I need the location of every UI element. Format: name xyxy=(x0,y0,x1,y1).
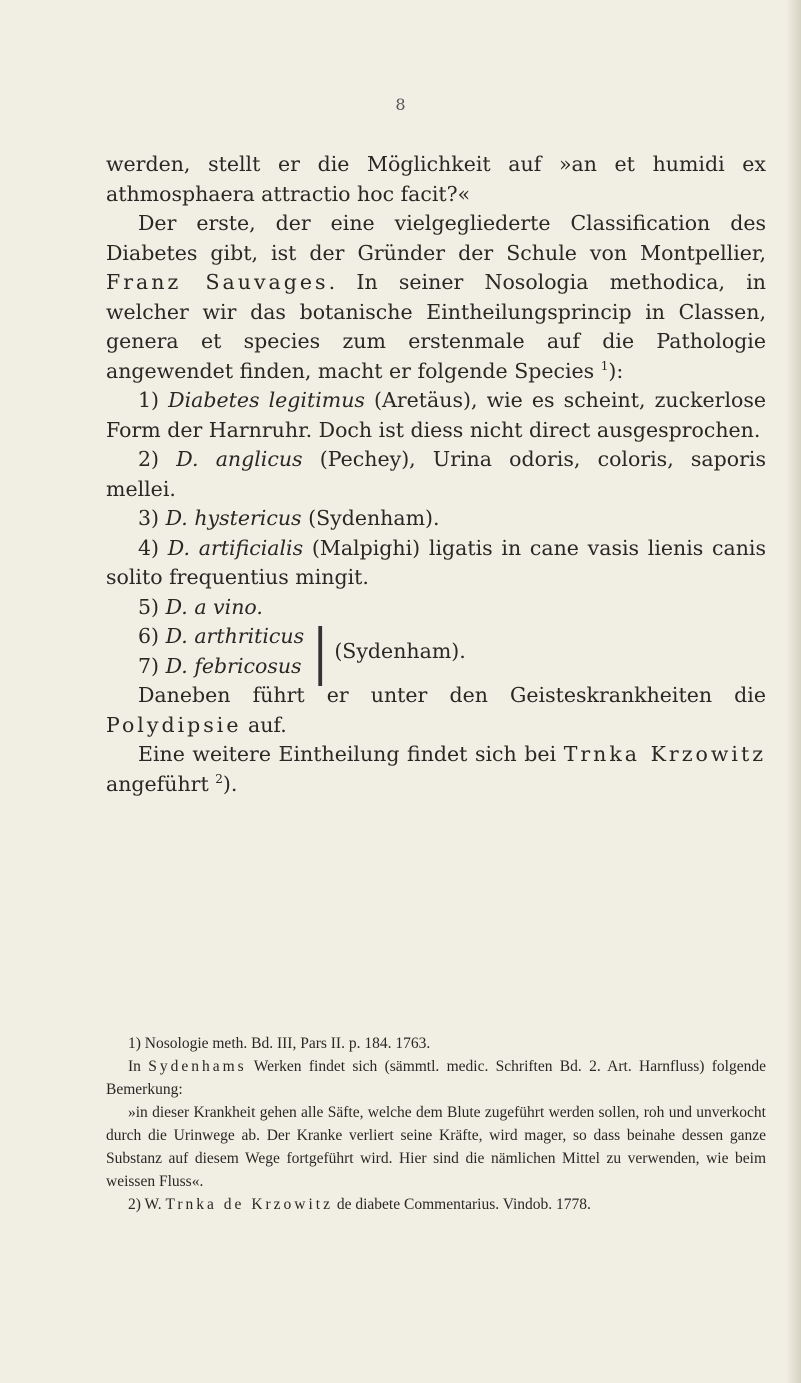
paragraph-1-text: werden, stellt er die Möglichkeit auf »an et humidi ex athmosphaera attractio hoc facit?« xyxy=(106,152,766,206)
footnote-1 xyxy=(106,1032,766,1055)
footnote-2 xyxy=(106,1193,766,1216)
species-3-number: 3) xyxy=(138,506,160,530)
footnotes xyxy=(106,1032,766,1216)
paragraph-2-text-c: ): xyxy=(608,358,624,383)
author-name-trnka-footnote: Trnka de Krzowitz xyxy=(165,1196,333,1213)
author-name-sydenham: Sydenhams xyxy=(148,1058,247,1075)
footnote-1-continued xyxy=(106,1055,766,1101)
species-4 xyxy=(106,534,766,593)
paragraph-3 xyxy=(106,681,766,740)
species-7-name: D. febricosus xyxy=(165,653,302,678)
footnote-1-quote-text: »in dieser Krankheit gehen alle Säfte, welche dem Blute zugeführt werden sollen, roh und unverkocht durch die Urinwege ab. Der Kranke verliert seine Kräfte, wird mager, so dass beinahe dessen ganze Substanz auf diesem Wege fortgeführt wird. Hier sind die nämlichen Mittel zu verwenden, wie beim weissen Fluss«. xyxy=(106,1104,766,1190)
species-1-number: 1) xyxy=(138,388,160,412)
footnote-1b-text-b: Werken findet sich (sämmtl. medic. Schriften Bd. 2. Art. Harnfluss) folgende Bemerkung: xyxy=(106,1058,766,1098)
paragraph-2-text-b: . In seiner Nosologia methodica, in welcher wir das botanische Eintheilungsprincip in Classen, genera et species zum erstenmale auf die Pathologie angewendet finden, macht er folgende Species xyxy=(106,270,766,383)
footnote-1-text: 1) Nosologie meth. Bd. III, Pars II. p. 184. 1763. xyxy=(128,1035,431,1052)
species-1 xyxy=(106,386,766,445)
species-6-number: 6) xyxy=(138,624,160,648)
paragraph-2 xyxy=(106,209,766,386)
paragraph-4-text-a: Eine weitere Eintheilung findet sich bei xyxy=(138,742,564,766)
footnote-ref-1: 1 xyxy=(600,358,609,373)
species-7-number: 7) xyxy=(138,653,160,678)
species-6-7-source: (Sydenham). xyxy=(334,638,466,663)
species-7 xyxy=(138,652,304,682)
species-6-7-list xyxy=(138,622,304,681)
author-name-trnka: Trnka Krzowitz xyxy=(563,742,766,766)
species-3-text: (Sydenham). xyxy=(301,506,440,530)
footnote-ref-2: 2 xyxy=(215,771,223,786)
main-text xyxy=(106,150,766,799)
species-2-number: 2) xyxy=(138,447,160,471)
species-4-name: D. artificialis xyxy=(167,535,304,560)
species-5-number: 5) xyxy=(138,594,160,619)
species-6-7-group xyxy=(106,616,766,687)
footnote-1-quote xyxy=(106,1101,766,1193)
term-polydipsie: Polydipsie xyxy=(106,712,242,737)
species-5-name: D. a vino. xyxy=(165,594,263,619)
species-5 xyxy=(106,593,766,623)
footnote-2-text-a: 2) W. xyxy=(128,1196,166,1213)
paragraph-1 xyxy=(106,150,766,209)
paragraph-4-text-b: angeführt xyxy=(106,771,216,796)
footnote-1b-text-a: In xyxy=(128,1058,149,1075)
species-2-text: (Pechey), Urina odoris, coloris, saporis mellei. xyxy=(106,447,766,501)
paragraph-4 xyxy=(106,740,766,799)
species-3-name: D. hystericus xyxy=(165,506,302,530)
author-name-sauvages: Franz Sauvages xyxy=(106,270,329,294)
species-3 xyxy=(106,504,766,534)
species-4-number: 4) xyxy=(138,535,160,560)
paragraph-3-text-a: Daneben führt er unter den Geisteskrankheiten die xyxy=(138,683,766,707)
paragraph-4-text-c: ). xyxy=(222,771,238,796)
footnote-2-text-b: de diabete Commentarius. Vindob. 1778. xyxy=(332,1196,591,1213)
species-1-name: Diabetes legitimus xyxy=(168,388,365,412)
species-6 xyxy=(138,622,304,652)
page-number: 8 xyxy=(395,95,406,114)
species-2-name: D. anglicus xyxy=(176,447,303,471)
species-1-text: (Aretäus), wie es scheint, zuckerlose Form der Harnruhr. Doch ist diess nicht direct ausgesprochen. xyxy=(106,388,767,442)
paragraph-2-text-a: Der erste, der eine vielgegliederte Classification des Diabetes gibt, ist der Gründer der Schule von Montpellier, xyxy=(106,211,766,265)
species-2 xyxy=(106,445,766,504)
paragraph-3-text-b: auf. xyxy=(241,712,287,737)
species-6-name: D. arthriticus xyxy=(165,624,305,648)
species-4-text: (Malpighi) ligatis in cane vasis lienis canis solito frequentius mingit. xyxy=(106,535,766,589)
brace-icon: | xyxy=(312,616,329,687)
